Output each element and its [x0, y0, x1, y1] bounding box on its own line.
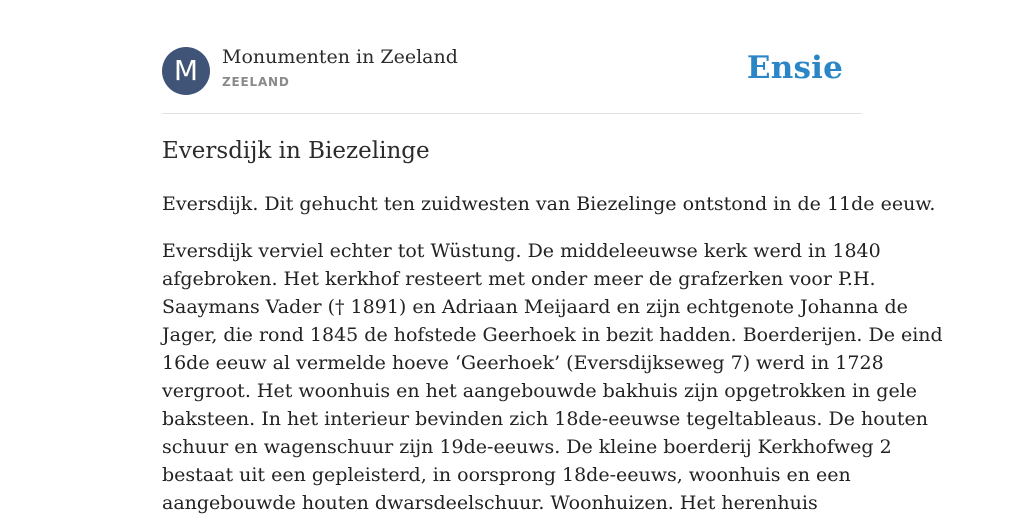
body-line: baksteen. In het interieur bevinden zich 18de-eeuwse tegeltableaus. De houten [162, 408, 929, 430]
article-title: Eversdijk in Biezelinge [162, 138, 430, 164]
body-line: aangebouwde houten dwarsdeelschuur. Woonhuizen. Het herenhuis [162, 492, 818, 514]
source-title[interactable]: Monumenten in Zeeland [222, 46, 458, 68]
article-body [162, 237, 943, 517]
source-subtitle: ZEELAND [222, 75, 290, 89]
body-line: vergroot. Het woonhuis en het aangebouwde bakhuis zijn opgetrokken in gele [162, 380, 918, 402]
brand-logo[interactable]: Ensie [746, 50, 843, 86]
source-header [162, 0, 862, 114]
source-avatar[interactable]: M [162, 47, 210, 95]
body-line: afgebroken. Het kerkhof resteert met onder meer de grafzerken voor P.H. [162, 268, 876, 290]
body-line: schuur en wagenschuur zijn 19de-eeuws. De kleine boerderij Kerkhofweg 2 [162, 436, 892, 458]
body-line: bestaat uit een gepleisterd, in oorsprong 18de-eeuws, woonhuis en een [162, 464, 851, 486]
body-line: 16de eeuw al vermelde hoeve ‘Geerhoek’ (Eversdijkseweg 7) werd in 1728 [162, 352, 884, 374]
body-line: Jager, die rond 1845 de hofstede Geerhoek in bezit hadden. Boerderijen. De eind [162, 324, 943, 346]
article-intro: Eversdijk. Dit gehucht ten zuidwesten van Biezelinge ontstond in de 11de eeuw. [162, 193, 936, 215]
body-line: Saaymans Vader († 1891) en Adriaan Meijaard en zijn echtgenote Johanna de [162, 296, 908, 318]
body-line: Eversdijk verviel echter tot Wüstung. De middeleeuwse kerk werd in 1840 [162, 240, 881, 262]
page-container [162, 0, 943, 514]
